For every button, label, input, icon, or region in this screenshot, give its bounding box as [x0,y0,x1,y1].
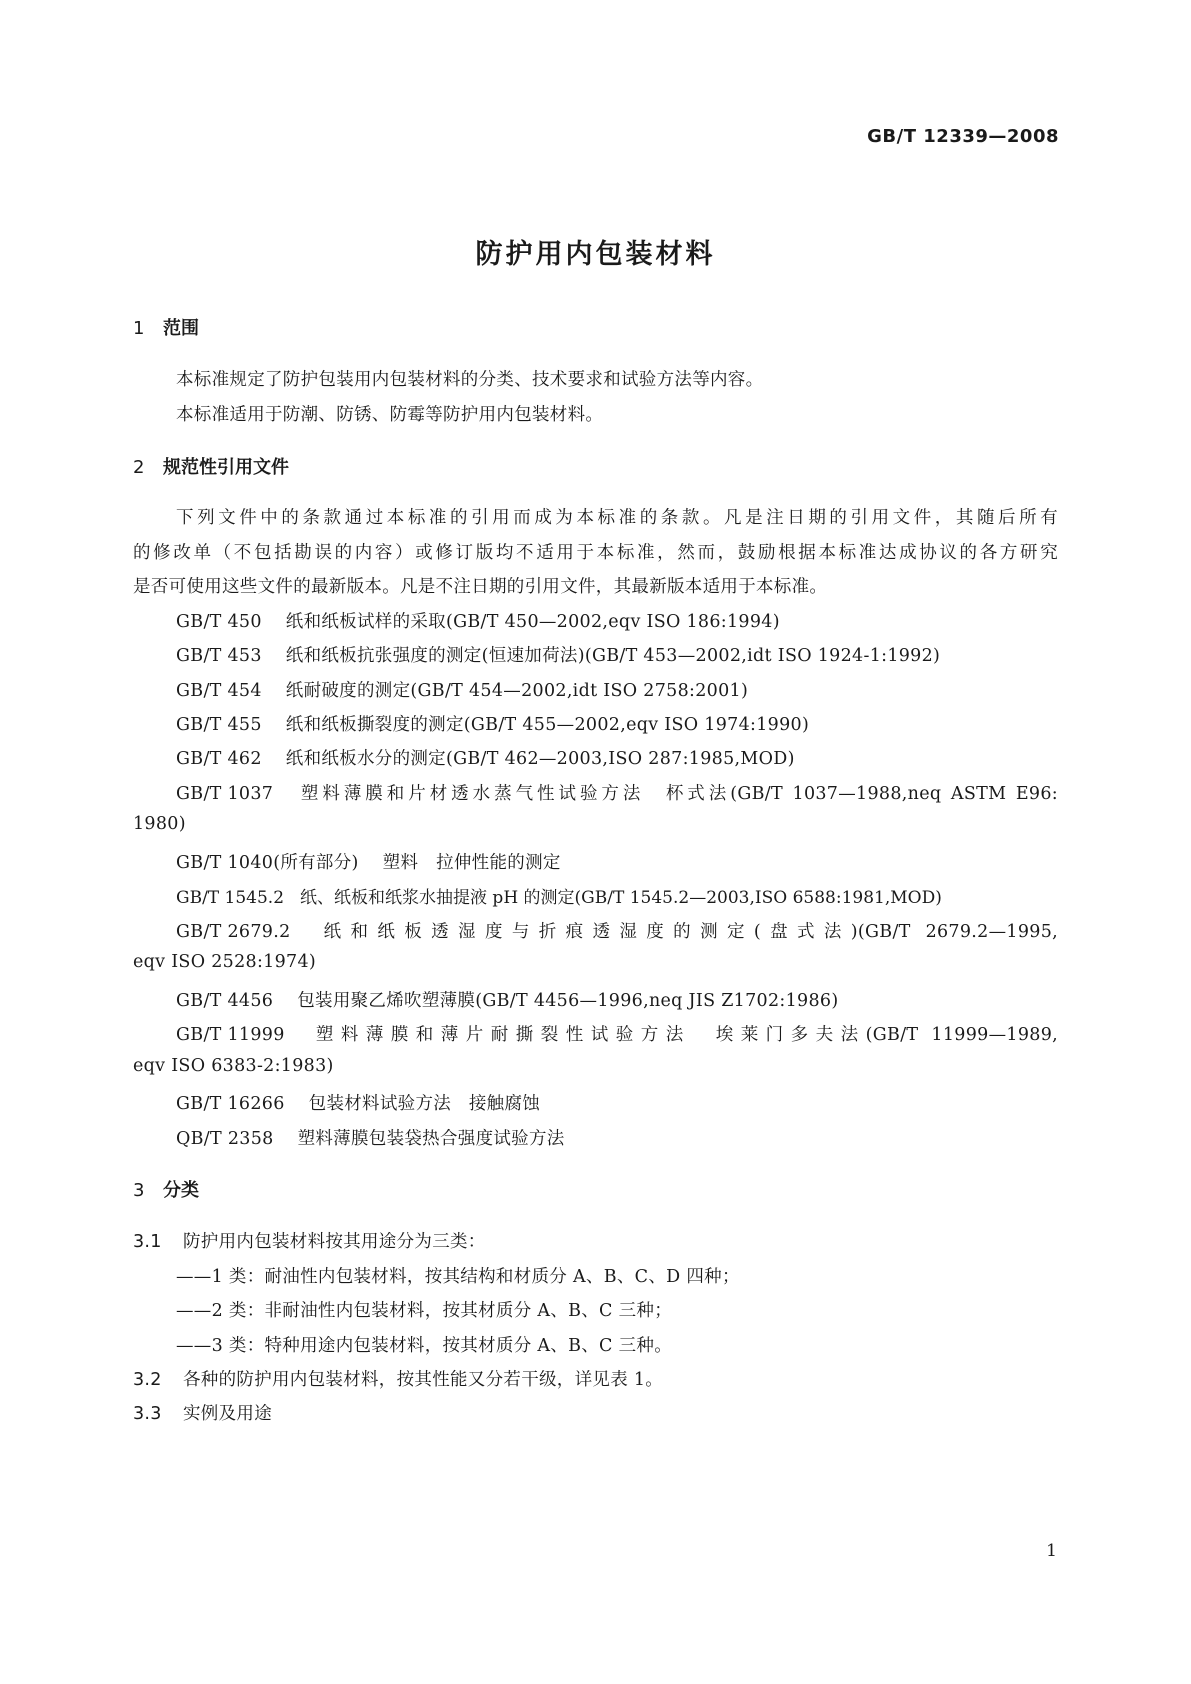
reference-item [176,883,942,908]
reference-text: 纸和纸板撕裂度的测定(GB/T 455—2002,eqv ISO 1974:1990) [285,715,810,735]
reference-item [176,1125,565,1150]
reference-item [176,745,795,770]
reference-text: 包装材料试验方法 接触腐蚀 [308,1094,541,1114]
section-1-heading [133,314,199,340]
section-title: 分类 [163,1180,199,1201]
reference-text: 塑料 拉伸性能的测定 [382,853,561,873]
page-number: 1 [1046,1541,1057,1561]
subsection-text: 各种的防护用内包装材料，按其性能又分若干级，详见表 1。 [183,1370,664,1390]
reference-code: GB/T 1037 [176,784,274,804]
intro-line: 下列文件中的条款通过本标准的引用而成为本标准的条款。凡是注日期的引用文件，其随后所有 [176,508,1058,528]
section-3-heading [133,1176,199,1202]
reference-item [176,1090,540,1115]
reference-text: 纸和纸板试样的采取(GB/T 450—2002,eqv ISO 186:1994) [285,612,780,632]
reference-item [176,677,748,702]
reference-code: GB/T 1040(所有部分) [176,853,359,873]
reference-item [176,711,809,736]
section-2-heading [133,453,289,479]
reference-code: GB/T 4456 [176,991,274,1011]
reference-text: 纸、纸板和纸浆水抽提液 pH 的测定(GB/T 1545.2—2003,ISO 6588:1981,MOD) [300,888,942,908]
reference-continuation: eqv ISO 2528:1974) [133,952,317,972]
reference-code: GB/T 1545.2 [176,888,285,908]
class-item: ——3 类：特种用途内包装材料，按其材质分 A、B、C 三种。 [176,1336,673,1356]
reference-code: GB/T 450 [176,612,262,632]
reference-continuation: 1980) [133,814,186,834]
reference-code: GB/T 454 [176,681,262,701]
reference-code: QB/T 2358 [176,1129,274,1149]
reference-text: 包装用聚乙烯吹塑薄膜(GB/T 4456—1996,neq JIS Z1702:1986) [297,991,839,1011]
standard-number: GB/T 12339—2008 [867,126,1059,147]
class-item: ——1 类：耐油性内包装材料，按其结构和材质分 A、B、C、D 四种； [176,1267,740,1287]
class-item: ——2 类：非耐油性内包装材料，按其材质分 A、B、C 三种； [176,1301,673,1321]
reference-item [176,642,940,667]
subsection-number: 3.2 [133,1370,162,1390]
reference-item [176,918,1058,943]
subsection-text: 实例及用途 [183,1404,272,1424]
reference-code: GB/T 16266 [176,1094,285,1114]
intro-line: 是否可使用这些文件的最新版本。凡是不注日期的引用文件，其最新版本适用于本标准。 [133,577,828,597]
subsection-number: 3.1 [133,1232,162,1252]
reference-code: GB/T 455 [176,715,262,735]
reference-code: GB/T 453 [176,646,262,666]
section-number: 2 [133,457,145,478]
intro-line: 的修改单（不包括勘误的内容）或修订版均不适用于本标准，然而，鼓励根据本标准达成协议的各方研究 [133,543,1058,563]
section-number: 3 [133,1180,145,1201]
subsection-text: 防护用内包装材料按其用途分为三类： [183,1232,486,1252]
section-title: 范围 [163,318,199,339]
paragraph: 本标准规定了防护包装用内包装材料的分类、技术要求和试验方法等内容。 [176,370,764,390]
subsection-3-1 [133,1228,486,1253]
reference-code: GB/T 11999 [176,1025,285,1045]
reference-text: 纸和纸板抗张强度的测定(恒速加荷法)(GB/T 453—2002,idt ISO 1924-1:1992) [285,646,941,666]
section-title: 规范性引用文件 [163,457,289,478]
reference-item [176,987,838,1012]
section-number: 1 [133,318,145,339]
reference-text: 纸和纸板透湿度与折痕透湿度的测定(盘式法)(GB/T 2679.2—1995, [314,922,1058,942]
subsection-number: 3.3 [133,1404,162,1424]
reference-item [176,780,1058,805]
reference-text: 塑料薄膜和片材透水蒸气性试验方法 杯式法(GB/T 1037—1988,neq ASTM E96: [297,784,1058,804]
reference-text: 塑料薄膜包装袋热合强度试验方法 [297,1129,565,1149]
subsection-3-2 [133,1366,663,1391]
reference-item [176,1021,1058,1046]
reference-item [176,608,780,633]
reference-item [176,849,561,874]
paragraph: 本标准适用于防潮、防锈、防霉等防护用内包装材料。 [176,405,604,425]
reference-continuation: eqv ISO 6383-2:1983) [133,1056,334,1076]
subsection-3-3 [133,1400,272,1425]
reference-text: 塑料薄膜和薄片耐撕裂性试验方法 埃莱门多夫法(GB/T 11999—1989, [308,1025,1058,1045]
reference-text: 纸耐破度的测定(GB/T 454—2002,idt ISO 2758:2001) [285,681,749,701]
document-title: 防护用内包装材料 [475,239,716,270]
reference-text: 纸和纸板水分的测定(GB/T 462—2003,ISO 287:1985,MOD) [285,749,795,769]
reference-code: GB/T 2679.2 [176,922,291,942]
reference-code: GB/T 462 [176,749,262,769]
